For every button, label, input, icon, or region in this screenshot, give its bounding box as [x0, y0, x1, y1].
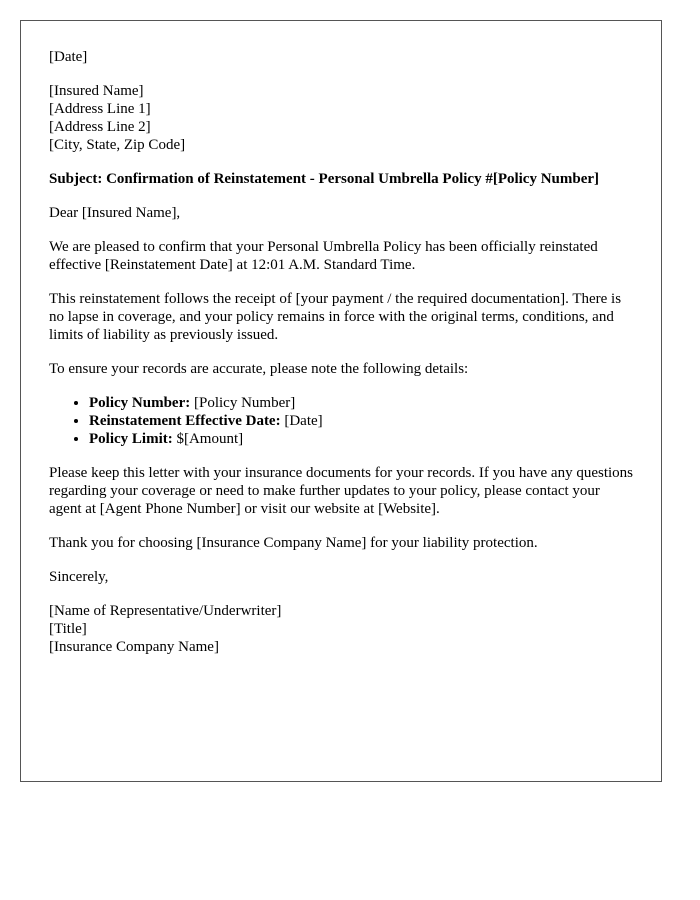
- detail-value: [Policy Number]: [190, 395, 296, 411]
- detail-label: Policy Limit:: [89, 431, 173, 447]
- recipient-address-line-1: [Address Line 1]: [49, 101, 151, 117]
- recipient-address-block: [49, 82, 633, 154]
- letter-subject: Subject: Confirmation of Reinstatement - Personal Umbrella Policy #[Policy Number]: [49, 171, 600, 187]
- reinstatement-date-item: [89, 412, 633, 430]
- letter-closing: Sincerely,: [49, 569, 109, 585]
- detail-label: Policy Number:: [89, 395, 191, 411]
- recipient-address-line-2: [Address Line 2]: [49, 119, 151, 135]
- records-paragraph: Please keep this letter with your insurance documents for your records. If you have any questions regarding your coverage or need to make further updates to your policy, please contact your agent at [Agent Phone Number] or visit our website at [Website].: [49, 465, 634, 517]
- policy-number-item: [89, 394, 633, 412]
- thank-you-paragraph: Thank you for choosing [Insurance Company Name] for your liability protection.: [49, 535, 538, 551]
- confirmation-paragraph: We are pleased to confirm that your Personal Umbrella Policy has been officially reinstated effective [Reinstatement Date] at 12:01 A.M. Standard Time.: [49, 239, 598, 273]
- signature-name: [Name of Representative/Underwriter]: [49, 603, 282, 619]
- letter-page: [20, 20, 662, 782]
- letter-salutation: Dear [Insured Name],: [49, 205, 181, 221]
- policy-limit-item: [89, 430, 633, 448]
- signature-company: [Insurance Company Name]: [49, 639, 219, 655]
- coverage-paragraph: This reinstatement follows the receipt of [your payment / the required documentation]. There is no lapse in coverage, and your policy remains in force with the original terms, conditions, and limits of liability as previously issued.: [49, 291, 622, 343]
- detail-value: $[Amount]: [172, 431, 244, 447]
- letter-date: [Date]: [49, 49, 88, 65]
- signature-title: [Title]: [49, 621, 87, 637]
- signature-block: [49, 602, 633, 656]
- policy-details-list: [49, 394, 633, 448]
- detail-label: Reinstatement Effective Date:: [89, 413, 281, 429]
- recipient-name: [Insured Name]: [49, 83, 144, 99]
- details-intro-paragraph: To ensure your records are accurate, please note the following details:: [49, 361, 469, 377]
- detail-value: [Date]: [280, 413, 323, 429]
- recipient-city-state-zip: [City, State, Zip Code]: [49, 137, 186, 153]
